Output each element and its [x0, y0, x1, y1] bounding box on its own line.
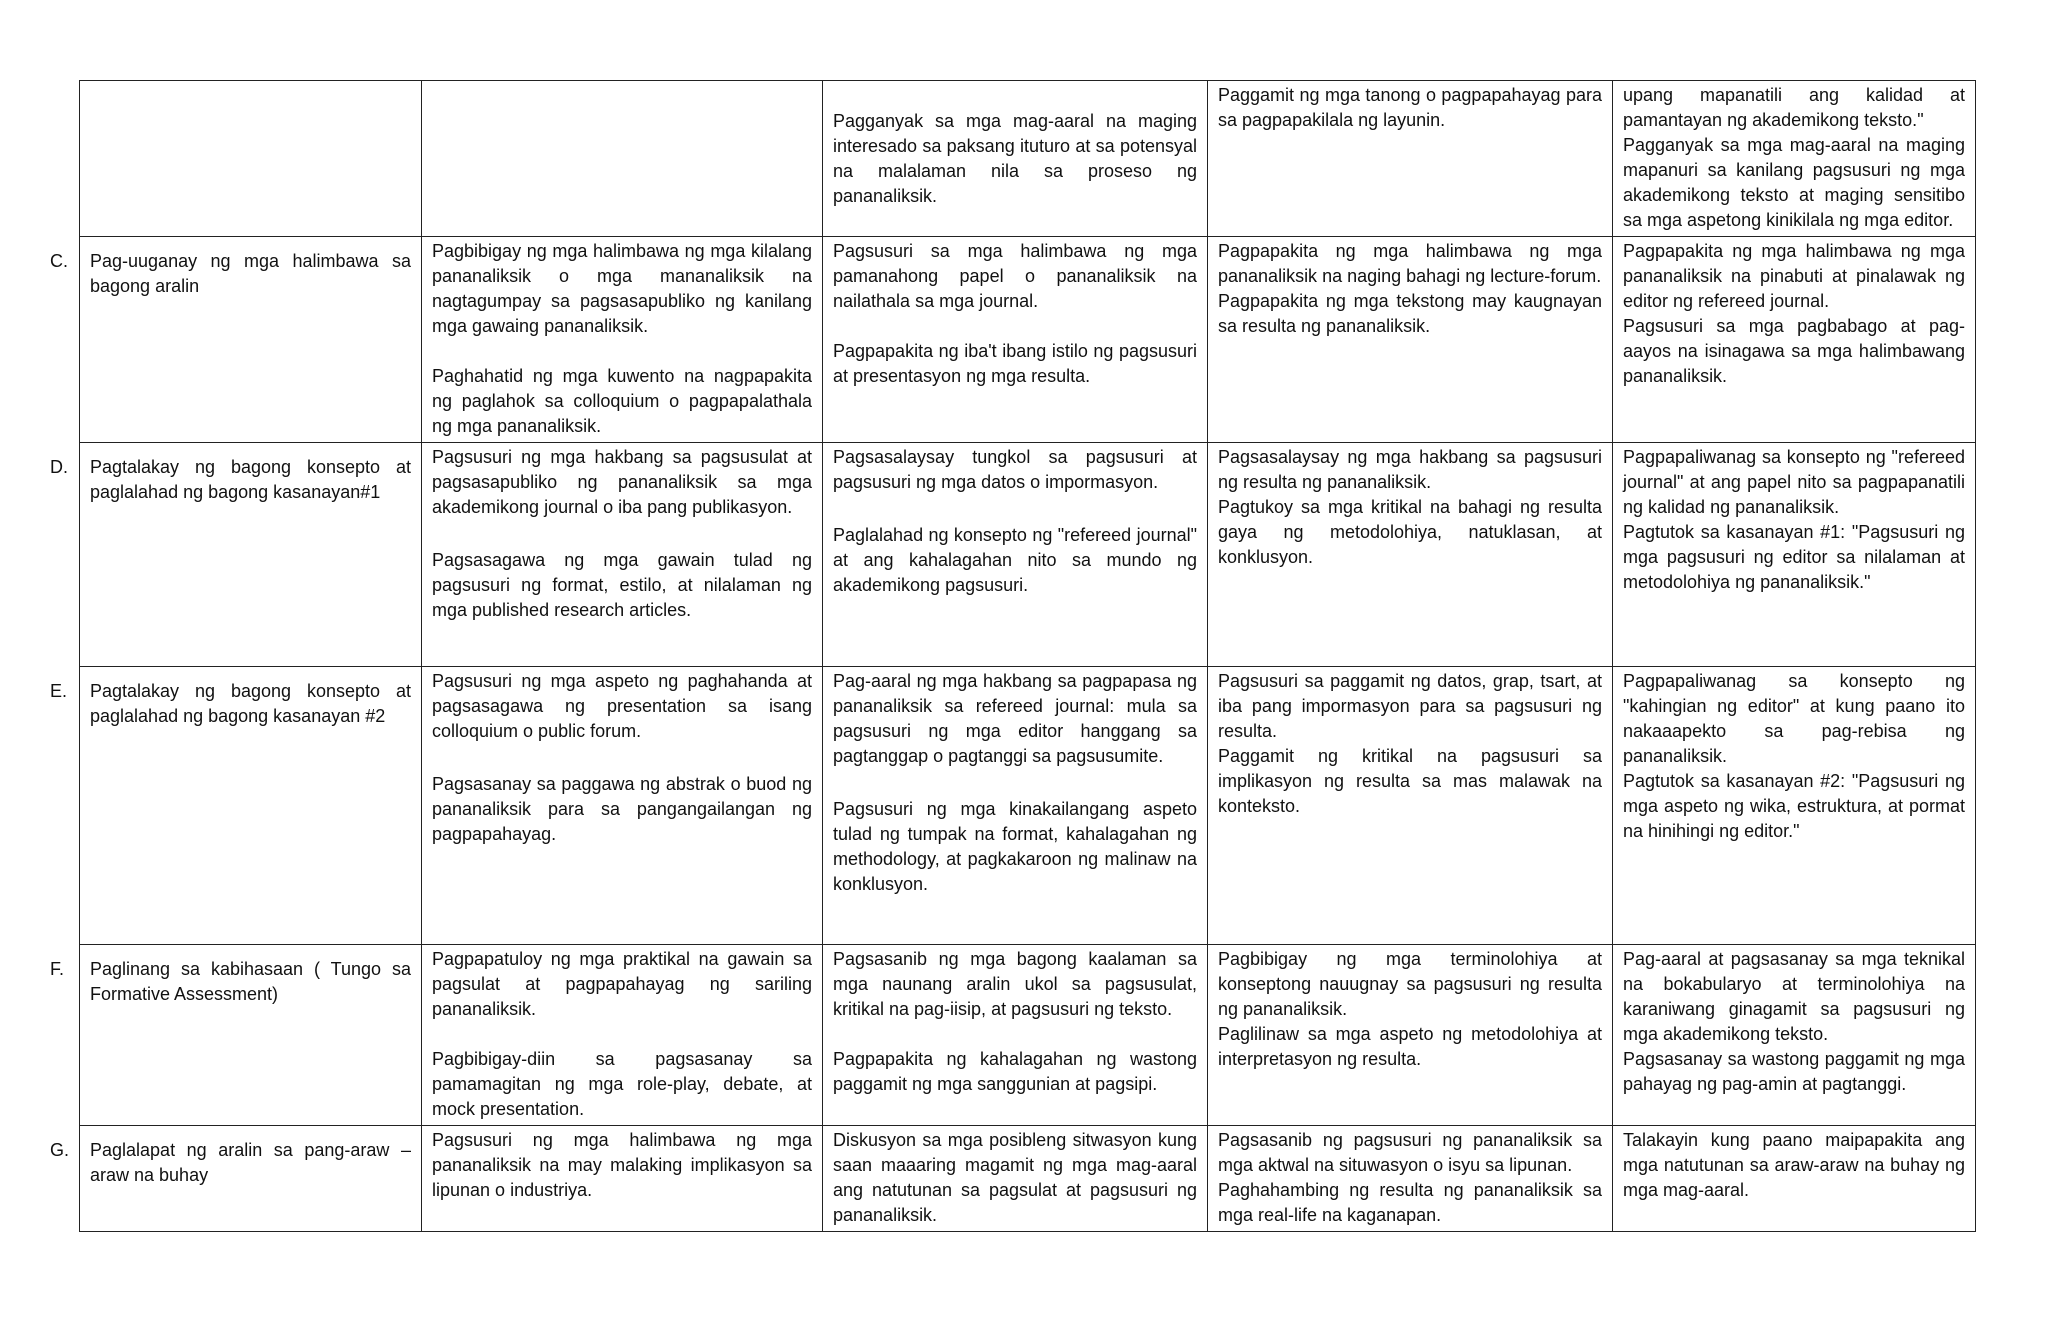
cell-paragraph: Pagpapatuloy ng mga praktikal na gawain sa pagsulat at pagpapahayag ng sariling pananaliksik. [432, 949, 812, 1019]
cell-col2 [823, 1126, 1208, 1232]
cell-paragraph: Pagbibigay ng mga halimbawa ng mga kilalang pananaliksik o mga mananaliksik na nagtagumpay sa pagsasapubliko ng kanilang mga gawaing pananaliksik. [432, 241, 812, 336]
row-label-cell [50, 443, 422, 667]
row-label-text: Pagtalakay ng bagong konsepto at paglalahad ng bagong kasanayan#1 [90, 457, 411, 502]
cell-col4 [1613, 81, 1976, 237]
row-label-text: Paglalapat ng aralin sa pang-araw –araw na buhay [90, 1140, 411, 1185]
row-label-cell [80, 81, 422, 237]
cell-col4 [1613, 945, 1976, 1126]
cell-paragraph: Pagsusuri ng mga aspeto ng paghahanda at pagsasagawa ng presentation sa isang colloquium o public forum. [432, 671, 812, 741]
cell-paragraph: Paglalahad ng konsepto ng "refereed journal" at ang kahalagahan nito sa mundo ng akademikong pagsusuri. [833, 525, 1197, 595]
row-label [50, 957, 411, 1007]
cell-paragraph: Pagsasalaysay tungkol sa pagsusuri at pagsusuri ng mga datos o impormasyon. [833, 447, 1197, 492]
row-label-cell [50, 1126, 422, 1232]
row-letter: E. [50, 681, 68, 701]
cell-paragraph: Paghahambing ng resulta ng pananaliksik sa mga real-life na kaganapan. [1218, 1180, 1602, 1225]
cell-paragraph: Pagsasanay sa wastong paggamit ng mga pahayag ng pag-amin at pagtanggi. [1623, 1049, 1965, 1094]
cell-paragraph: Paggamit ng mga tanong o pagpapahayag para sa pagpapakilala ng layunin. [1218, 85, 1602, 130]
table-row [80, 667, 1976, 945]
cell-col2 [823, 945, 1208, 1126]
row-letter: D. [50, 457, 68, 477]
cell-paragraph: Pagbibigay ng mga terminolohiya at konseptong nauugnay sa pagsusuri ng resulta ng pananaliksik. [1218, 949, 1602, 1019]
table-row [80, 1126, 1976, 1232]
table-row [80, 945, 1976, 1126]
row-letter: C. [50, 251, 68, 271]
cell-paragraph: Pagsusuri ng mga kinakailangang aspeto tulad ng tumpak na format, kahalagahan ng methodology, at pagkakaroon ng malinaw na konklusyon. [833, 799, 1197, 894]
cell-paragraph: Pagpapaliwanag sa konsepto ng "kahingian ng editor" at kung paano ito nakaaapekto sa pag-rebisa ng pananaliksik. [1623, 671, 1965, 766]
cell-col1 [422, 667, 823, 945]
row-letter: G. [50, 1140, 70, 1160]
cell-paragraph: Pag-aaral ng mga hakbang sa pagpapasa ng pananaliksik sa refereed journal: mula sa pagsusuri ng mga editor hanggang sa pagtanggap o pagtanggi sa pagsusumite. [833, 671, 1197, 766]
cell-paragraph: Diskusyon sa mga posibleng sitwasyon kung saan maaaring magamit ng mga mag-aaral ang natutunan sa pagsulat at pagsusuri ng pananaliksik. [833, 1130, 1197, 1225]
cell-col2 [823, 81, 1208, 237]
cell-col1 [422, 237, 823, 443]
row-label-text: Pag-uuganay ng mga halimbawa sa bagong aralin [90, 251, 411, 296]
cell-paragraph: Pagtukoy sa mga kritikal na bahagi ng resulta gaya ng metodolohiya, natuklasan, at konklusyon. [1218, 497, 1602, 567]
cell-col4 [1613, 237, 1976, 443]
row-label [50, 455, 411, 505]
cell-paragraph: Pagsasanib ng mga bagong kaalaman sa mga naunang aralin ukol sa pagsusulat, kritikal na pag-iisip, at pagsusuri ng teksto. [833, 949, 1197, 1019]
cell-col3 [1208, 945, 1613, 1126]
cell-paragraph: Paggamit ng kritikal na pagsusuri sa implikasyon ng resulta sa mas malawak na konteksto. [1218, 746, 1602, 816]
cell-paragraph: Paghahatid ng mga kuwento na nagpapakita ng paglahok sa colloquium o pagpapalathala ng mga pananaliksik. [432, 366, 812, 436]
cell-paragraph: Pagsusuri ng mga halimbawa ng mga pananaliksik na may malaking implikasyon sa lipunan o industriya. [432, 1130, 812, 1200]
table-row [80, 237, 1976, 443]
cell-col1 [422, 81, 823, 237]
row-label-text: Pagtalakay ng bagong konsepto at paglalahad ng bagong kasanayan #2 [90, 681, 411, 726]
row-label-cell [50, 667, 422, 945]
cell-paragraph: Pagtutok sa kasanayan #1: "Pagsusuri ng mga pagsusuri ng editor sa nilalaman at metodolohiya ng pananaliksik." [1623, 522, 1965, 592]
cell-paragraph: Pagpapakita ng iba't ibang istilo ng pagsusuri at presentasyon ng mga resulta. [833, 341, 1197, 386]
cell-col1 [422, 1126, 823, 1232]
cell-paragraph: Pagsasanib ng pagsusuri ng pananaliksik sa mga aktwal na situwasyon o isyu sa lipunan. [1218, 1130, 1602, 1175]
row-label-text: Paglinang sa kabihasaan ( Tungo sa Formative Assessment) [90, 959, 411, 1004]
cell-paragraph: Pagsusuri sa mga halimbawa ng mga pamanahong papel o pananaliksik na nailathala sa mga journal. [833, 241, 1197, 311]
cell-col3 [1208, 237, 1613, 443]
cell-paragraph: Pagpapakita ng kahalagahan ng wastong paggamit ng mga sanggunian at pagsipi. [833, 1049, 1197, 1094]
row-label-cell [50, 945, 422, 1126]
row-label [50, 249, 411, 299]
cell-paragraph: Pagsusuri ng mga hakbang sa pagsusulat at pagsasapubliko ng pananaliksik sa mga akademikong journal o iba pang publikasyon. [432, 447, 812, 517]
cell-paragraph: Pagpapakita ng mga tekstong may kaugnayan sa resulta ng pananaliksik. [1218, 291, 1602, 336]
cell-col1 [422, 443, 823, 667]
cell-paragraph: Pagpapaliwanag sa konsepto ng "refereed journal" at ang papel nito sa pagpapanatili ng kalidad ng pananaliksik. [1623, 447, 1965, 517]
cell-col2 [823, 667, 1208, 945]
lesson-plan-table [50, 80, 1976, 1232]
cell-col4 [1613, 667, 1976, 945]
cell-col1 [422, 945, 823, 1126]
row-letter: F. [50, 959, 65, 979]
cell-paragraph: Pagsasagawa ng mga gawain tulad ng pagsusuri ng format, estilo, at nilalaman ng mga published research articles. [432, 550, 812, 620]
table-row [80, 81, 1976, 237]
cell-paragraph: upang mapanatili ang kalidad at pamantayan ng akademikong teksto." [1623, 85, 1965, 130]
cell-paragraph: Pagsasanay sa paggawa ng abstrak o buod ng pananaliksik para sa pangangailangan ng pagpapahayag. [432, 774, 812, 844]
cell-paragraph: Pagbibigay-diin sa pagsasanay sa pamamagitan ng mga role-play, debate, at mock presentation. [432, 1049, 812, 1119]
cell-paragraph: Pagtutok sa kasanayan #2: "Pagsusuri ng mga aspeto ng wika, estruktura, at pormat na hinihingi ng editor." [1623, 771, 1965, 841]
cell-col3 [1208, 667, 1613, 945]
cell-col3 [1208, 81, 1613, 237]
cell-col4 [1613, 1126, 1976, 1232]
cell-col2 [823, 237, 1208, 443]
cell-paragraph: Paglilinaw sa mga aspeto ng metodolohiya at interpretasyon ng resulta. [1218, 1024, 1602, 1069]
cell-paragraph: Pagpapakita ng mga halimbawa ng mga pananaliksik na pinabuti at pinalawak ng editor ng refereed journal. [1623, 241, 1965, 311]
cell-col3 [1208, 443, 1613, 667]
row-label [50, 1138, 411, 1188]
cell-col3 [1208, 1126, 1613, 1232]
cell-paragraph: Pagganyak sa mga mag-aaral na maging interesado sa paksang ituturo at sa potensyal na malalaman nila sa proseso ng pananaliksik. [833, 111, 1197, 206]
cell-paragraph: Pag-aaral at pagsasanay sa mga teknikal na bokabularyo at terminolohiya na karaniwang ginagamit sa pagsusuri ng mga akademikong teksto. [1623, 949, 1965, 1044]
lesson-plan-body [50, 81, 1976, 1232]
cell-col4 [1613, 443, 1976, 667]
table-row [80, 443, 1976, 667]
cell-col2 [823, 443, 1208, 667]
cell-paragraph: Pagsusuri sa paggamit ng datos, grap, tsart, at iba pang impormasyon para sa pagsusuri ng resulta. [1218, 671, 1602, 741]
cell-paragraph: Pagpapakita ng mga halimbawa ng mga pananaliksik na naging bahagi ng lecture-forum. [1218, 241, 1602, 286]
cell-paragraph: Talakayin kung paano maipapakita ang mga natutunan sa araw-araw na buhay ng mga mag-aaral. [1623, 1130, 1965, 1200]
cell-paragraph: Pagsusuri sa mga pagbabago at pag-aayos na isinagawa sa mga halimbawang pananaliksik. [1623, 316, 1965, 386]
row-label-cell [50, 237, 422, 443]
cell-paragraph: Pagsasalaysay ng mga hakbang sa pagsusuri ng resulta ng pananaliksik. [1218, 447, 1602, 492]
row-label [50, 679, 411, 729]
cell-paragraph: Pagganyak sa mga mag-aaral na maging mapanuri sa kanilang pagsusuri ng mga akademikong teksto at maging sensitibo sa mga aspetong kinikilala ng mga editor. [1623, 135, 1965, 230]
